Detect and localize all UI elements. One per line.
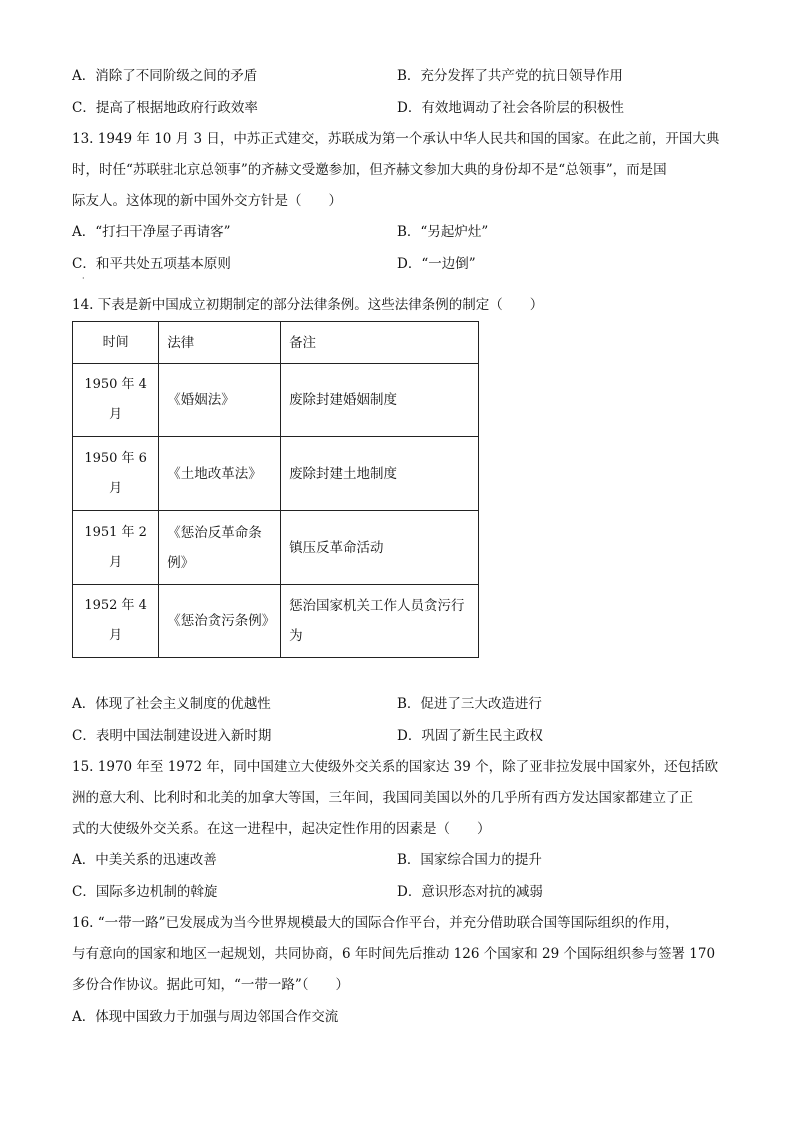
- q13-stem-line-1: 13. 1949 年 10 月 3 日，中苏正式建交，苏联成为第一个承认中华人民共和国的国家。在此之前，开国大典: [72, 131, 720, 147]
- row-4-law: 《惩治贪污条例》: [159, 585, 281, 658]
- table-row: [73, 511, 479, 585]
- q15-stem-line-3: 式的大使级外交关系。在这一进程中，起决定性作用的因素是（ ）: [72, 821, 491, 837]
- q16-stem-line-2: 与有意向的国家和地区一起规划，共同协商，6 年时间先后推动 126 个国家和 29 个国际组织参与签署 170: [72, 946, 716, 962]
- row-1-time: 1950 年 4 月: [73, 364, 159, 437]
- q15-option-c: C．国际多边机制的斡旋: [72, 884, 218, 900]
- q12-option-d: D．有效地调动了社会各阶层的积极性: [397, 100, 624, 116]
- row-2-time: 1950 年 6 月: [73, 437, 159, 511]
- row-4-time: 1952 年 4 月: [73, 585, 159, 658]
- q14-option-a: A．体现了社会主义制度的优越性: [72, 696, 271, 712]
- q16-stem-line-1: 16. “一带一路”已发展成为当今世界规模最大的国际合作平台，并充分借助联合国等国际组织的作用，: [72, 915, 679, 931]
- q16-stem-line-3: 多份合作协议。据此可知，“一带一路”（ ）: [72, 977, 350, 993]
- table-row: [73, 437, 479, 511]
- q13-option-d: D．“一边倒”: [397, 256, 476, 272]
- q14-option-b: B．促进了三大改造进行: [397, 696, 542, 712]
- header-law: 法律: [159, 322, 281, 364]
- q16-option-a: A．体现中国致力于加强与周边邻国合作交流: [72, 1009, 339, 1025]
- q15-option-b: B．国家综合国力的提升: [397, 852, 542, 868]
- row-2-note: 废除封建土地制度: [281, 437, 479, 511]
- q15-option-d: D．意识形态对抗的减弱: [397, 884, 543, 900]
- header-time: 时间: [73, 322, 159, 364]
- q15-stem-line-2: 洲的意大利、比利时和北美的加拿大等国，三年间，我国同美国以外的几乎所有西方发达国家都建立了正: [72, 790, 693, 806]
- q12-option-c: C．提高了根据地政府行政效率: [72, 100, 258, 116]
- row-1-law: 《婚姻法》: [159, 364, 281, 437]
- table-row: [73, 364, 479, 437]
- q13-option-c: C．和平共处五项基本原则: [72, 256, 231, 272]
- row-3-note: 镇压反革命活动: [281, 511, 479, 585]
- q13-option-a: A．“打扫干净屋子再请客”: [72, 224, 231, 240]
- q14-option-d: D．巩固了新生民主政权: [397, 728, 543, 744]
- row-2-law: 《土地改革法》: [159, 437, 281, 511]
- q15-option-a: A．中美关系的迅速改善: [72, 852, 217, 868]
- q12-option-b: B．充分发挥了共产党的抗日领导作用: [397, 68, 623, 84]
- q14-option-c: C．表明中国法制建设进入新时期: [72, 728, 272, 744]
- stray-dot: ·: [82, 274, 85, 283]
- law-table-header-row: [73, 322, 479, 364]
- q15-stem-line-1: 15. 1970 年至 1972 年，同中国建立大使级外交关系的国家达 39 个，除了亚非拉发展中国家外，还包括欧: [72, 759, 719, 775]
- row-3-law: 《惩治反革命条例》: [159, 511, 281, 585]
- law-table: [72, 321, 479, 658]
- q14-stem: 14. 下表是新中国成立初期制定的部分法律条例。这些法律条例的制定（ ）: [72, 297, 544, 313]
- table-row: [73, 585, 479, 658]
- row-4-note: 惩治国家机关工作人员贪污行为: [281, 585, 479, 658]
- row-1-note: 废除封建婚姻制度: [281, 364, 479, 437]
- row-3-time: 1951 年 2 月: [73, 511, 159, 585]
- header-note: 备注: [281, 322, 479, 364]
- q12-option-a: A．消除了不同阶级之间的矛盾: [72, 68, 258, 84]
- q13-option-b: B．“另起炉灶”: [397, 224, 489, 240]
- q13-stem-line-2: 时，时任“苏联驻北京总领事”的齐赫文受邀参加，但齐赫文参加大典的身份却不是“总领事”，而是国: [72, 162, 667, 178]
- q13-stem-line-3: 际友人。这体现的新中国外交方针是（ ）: [72, 193, 342, 209]
